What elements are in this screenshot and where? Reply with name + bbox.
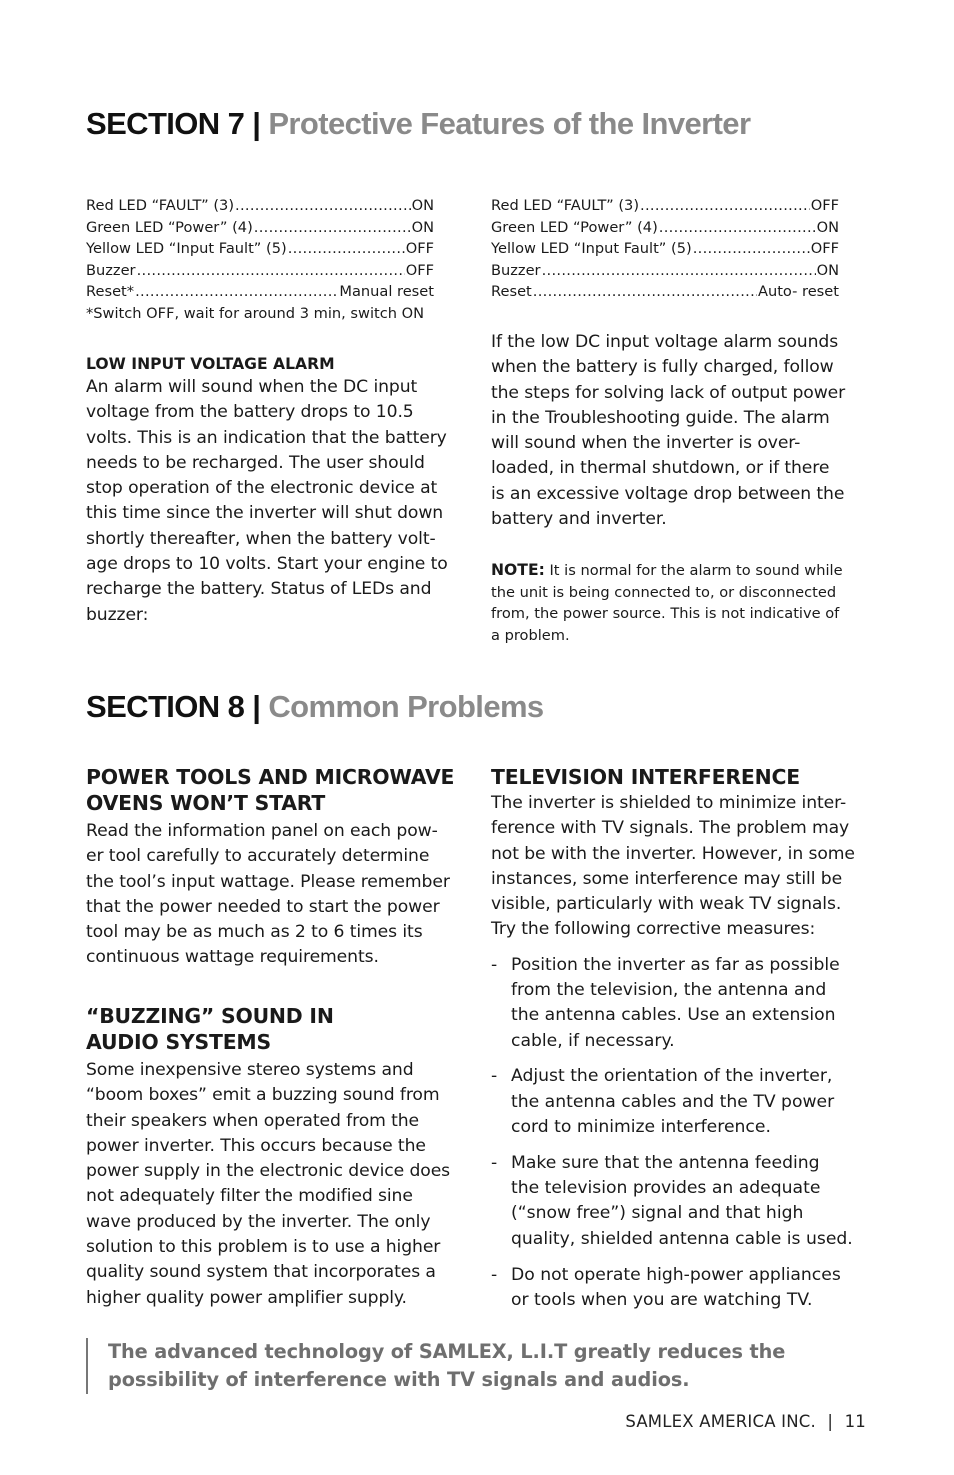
low-voltage-status-row [491, 260, 839, 282]
tv-measure-line: or tools when you are watching TV. [511, 1289, 813, 1310]
tv-interference-block [491, 764, 876, 1324]
tv-measure-item [491, 953, 876, 1054]
power-tools-line: that the power needed to start the power [86, 896, 440, 917]
low-voltage-status-row [491, 217, 839, 239]
section-7-right-column [491, 195, 841, 303]
tv-interference-heading: TELEVISION INTERFERENCE [491, 765, 800, 789]
note-block [491, 560, 871, 646]
low-voltage-status-value: Auto- reset [757, 283, 839, 301]
bullet-dash: - [491, 1264, 498, 1285]
low-voltage-line: buzzer: [86, 604, 149, 625]
low-voltage-status-row [491, 281, 839, 303]
fault-status-value: OFF [405, 240, 434, 258]
tv-measure-line: Do not operate high-power appliances [511, 1264, 841, 1285]
low-voltage-status-row [491, 238, 839, 260]
alarm-explanation-line: battery and inverter. [491, 509, 667, 530]
low-voltage-status-label: Green LED “Power” (4) [491, 218, 658, 236]
note-label: NOTE: [491, 561, 545, 579]
buzzing-line: power inverter. This occurs because the [86, 1135, 426, 1156]
tv-interference-line: not be with the inverter. However, in some [491, 843, 855, 864]
alarm-explanation-line: will sound when the inverter is over- [491, 433, 801, 454]
buzzing-line: Some inexpensive stereo systems and [86, 1060, 414, 1080]
technology-callout [86, 1338, 808, 1394]
low-voltage-block [86, 353, 466, 628]
power-tools-line: tool may be as much as 2 to 6 times its [86, 922, 423, 943]
fault-status-row [86, 195, 434, 217]
fault-status-label: Reset* [86, 283, 135, 301]
low-voltage-line: voltage from the battery drops to 10.5 [86, 402, 414, 423]
tv-measure-line: cord to minimize interference. [511, 1117, 771, 1138]
fault-status-label: Buzzer [86, 261, 136, 279]
alarm-explanation-line: the steps for solving lack of output power [491, 382, 846, 403]
fault-status-value: Manual reset [339, 283, 434, 301]
fault-status-label: Green LED “Power” (4) [86, 218, 253, 236]
power-tools-line: the tool’s input wattage. Please remember [86, 871, 450, 892]
alarm-explanation [491, 330, 871, 532]
tv-interference-paragraph [491, 791, 876, 943]
low-voltage-status-value: ON [816, 218, 839, 236]
tv-measure-line: Make sure that the antenna feeding [511, 1152, 820, 1173]
section-7-label: SECTION 7 [86, 106, 245, 141]
low-voltage-line: An alarm will sound when the DC input [86, 377, 418, 397]
tv-measure-line: the television provides an adequate [511, 1178, 821, 1199]
note-text: It is normal for the alarm to sound while [544, 562, 843, 579]
tv-measure-line: the antenna cables. Use an extension [511, 1005, 836, 1026]
tv-interference-line: ference with TV signals. The problem may [491, 818, 850, 839]
fault-status-list [86, 195, 434, 303]
low-voltage-status-value: OFF [810, 240, 839, 258]
alarm-explanation-paragraph [491, 330, 871, 532]
low-voltage-status-list [491, 195, 839, 303]
low-voltage-status-value: ON [816, 261, 839, 279]
tv-measure-line: Adjust the orientation of the inverter, [511, 1066, 833, 1087]
low-voltage-line: age drops to 10 volts. Start your engine to [86, 554, 448, 575]
alarm-explanation-line: when the battery is fully charged, follow [491, 357, 834, 378]
tv-measure-line: from the television, the antenna and [511, 980, 827, 1001]
buzzing-heading [86, 1003, 471, 1055]
power-tools-line: er tool carefully to accurately determine [86, 846, 430, 867]
alarm-explanation-line: loaded, in thermal shutdown, or if there [491, 458, 830, 479]
callout-line: possibility of interference with TV signals and audios. [108, 1368, 690, 1391]
low-voltage-line: volts. This is an indication that the battery [86, 427, 447, 448]
low-voltage-heading: LOW INPUT VOLTAGE ALARM [86, 355, 335, 373]
note-line: the unit is being connected to, or disconnected [491, 583, 837, 601]
dot-leader [640, 195, 810, 217]
dot-leader [659, 217, 816, 239]
bullet-dash: - [491, 1066, 498, 1087]
fault-status-value: OFF [405, 261, 434, 279]
tv-measure-line: the antenna cables and the TV power [511, 1091, 835, 1112]
tv-interference-line: The inverter is shielded to minimize inter- [491, 793, 847, 813]
power-tools-line: Read the information panel on each pow- [86, 821, 438, 841]
low-voltage-line: stop operation of the electronic device at [86, 478, 438, 499]
dot-leader [288, 238, 405, 260]
section-8-heading: Common Problems [268, 689, 544, 724]
tv-measure-line: cable, if necessary. [511, 1030, 675, 1051]
low-voltage-status-row [491, 195, 839, 217]
low-voltage-status-value: OFF [810, 197, 839, 214]
power-tools-paragraph [86, 819, 471, 971]
buzzing-line: not adequately filter the modified sine [86, 1186, 413, 1207]
dot-leader [542, 260, 816, 282]
dot-leader [235, 195, 411, 217]
power-tools-block [86, 764, 471, 971]
buzzing-line: “boom boxes” emit a buzzing sound from [86, 1085, 440, 1106]
fault-status-value: ON [411, 218, 434, 236]
section-8-separator: | [252, 689, 261, 724]
tv-measure-item [491, 1151, 876, 1252]
section-7-title [86, 106, 750, 142]
low-voltage-status-label: Reset [491, 283, 532, 301]
tv-interference-line: instances, some interference may still be [491, 868, 843, 889]
fault-status-label: Yellow LED “Input Fault” (5) [86, 240, 287, 258]
low-voltage-line: this time since the inverter will shut down [86, 503, 444, 524]
footer-company: SAMLEX AMERICA INC. [625, 1412, 816, 1431]
low-voltage-line: shortly thereafter, when the battery volt- [86, 528, 436, 549]
alarm-explanation-line: If the low DC input voltage alarm sounds [491, 332, 839, 352]
page-footer [625, 1412, 866, 1431]
fault-status-label: Red LED “FAULT” (3) [86, 197, 235, 214]
section-8-label: SECTION 8 [86, 689, 245, 724]
buzzing-line: quality sound system that incorporates a [86, 1262, 436, 1283]
alarm-explanation-line: is an excessive voltage drop between the [491, 483, 845, 504]
low-voltage-paragraph [86, 375, 466, 628]
low-voltage-status-label: Yellow LED “Input Fault” (5) [491, 240, 692, 258]
tv-measures-list [491, 953, 876, 1313]
callout-line: The advanced technology of SAMLEX, L.I.T greatly reduces the [108, 1340, 786, 1363]
fault-status-row [86, 281, 434, 303]
dot-leader [137, 260, 405, 282]
footer-separator: | [827, 1412, 834, 1431]
buzzing-line: power supply in the electronic device does [86, 1161, 451, 1182]
low-voltage-status-label: Buzzer [491, 261, 541, 279]
buzzing-heading-line: AUDIO SYSTEMS [86, 1030, 272, 1054]
dot-leader [254, 217, 411, 239]
power-tools-heading-line: OVENS WON’T START [86, 791, 326, 815]
buzzing-heading-line: “BUZZING” SOUND IN [86, 1004, 334, 1028]
tv-measure-item [491, 1064, 876, 1140]
tv-measure-line: (“snow free”) signal and that high [511, 1203, 804, 1224]
section-7-heading: Protective Features of the Inverter [268, 106, 751, 141]
fault-status-value: ON [411, 197, 434, 214]
tv-measure-line: quality, shielded antenna cable is used. [511, 1228, 853, 1249]
section-7-separator: | [252, 106, 261, 141]
reset-footnote: *Switch OFF, wait for around 3 min, switch ON [86, 304, 425, 322]
fault-status-row [86, 238, 434, 260]
tv-measure-item [491, 1263, 876, 1314]
buzzing-line: higher quality power amplifier supply. [86, 1287, 407, 1308]
fault-status-row [86, 217, 434, 239]
buzzing-block [86, 1003, 471, 1311]
low-voltage-line: recharge the battery. Status of LEDs and [86, 579, 432, 600]
bullet-dash: - [491, 1152, 498, 1173]
page-number: 11 [844, 1412, 866, 1431]
power-tools-heading [86, 764, 471, 816]
dot-leader [533, 281, 757, 303]
note-line: from, the power source. This is not indicative of [491, 605, 840, 623]
section-8-title [86, 689, 544, 725]
bullet-dash: - [491, 954, 498, 975]
callout-text [108, 1338, 808, 1394]
tv-interference-line: visible, particularly with weak TV signals. [491, 894, 842, 915]
buzzing-line: their speakers when operated from the [86, 1110, 420, 1131]
power-tools-line: continuous wattage requirements. [86, 947, 379, 968]
dot-leader [693, 238, 810, 260]
buzzing-line: solution to this problem is to use a higher [86, 1237, 441, 1258]
low-voltage-line: needs to be recharged. The user should [86, 452, 425, 473]
tv-measure-line: Position the inverter as far as possible [511, 954, 840, 975]
buzzing-paragraph [86, 1058, 471, 1311]
low-voltage-status-label: Red LED “FAULT” (3) [491, 197, 640, 214]
note-line [491, 560, 871, 582]
note-line: a problem. [491, 626, 570, 644]
section-7-left-column [86, 195, 446, 325]
note-paragraph [491, 560, 871, 646]
fault-status-row [86, 260, 434, 282]
power-tools-heading-line: POWER TOOLS AND MICROWAVE [86, 765, 455, 789]
alarm-explanation-line: in the Troubleshooting guide. The alarm [491, 407, 830, 428]
tv-interference-line: Try the following corrective measures: [491, 919, 816, 940]
buzzing-line: wave produced by the inverter. The only [86, 1211, 431, 1232]
dot-leader [135, 281, 338, 303]
